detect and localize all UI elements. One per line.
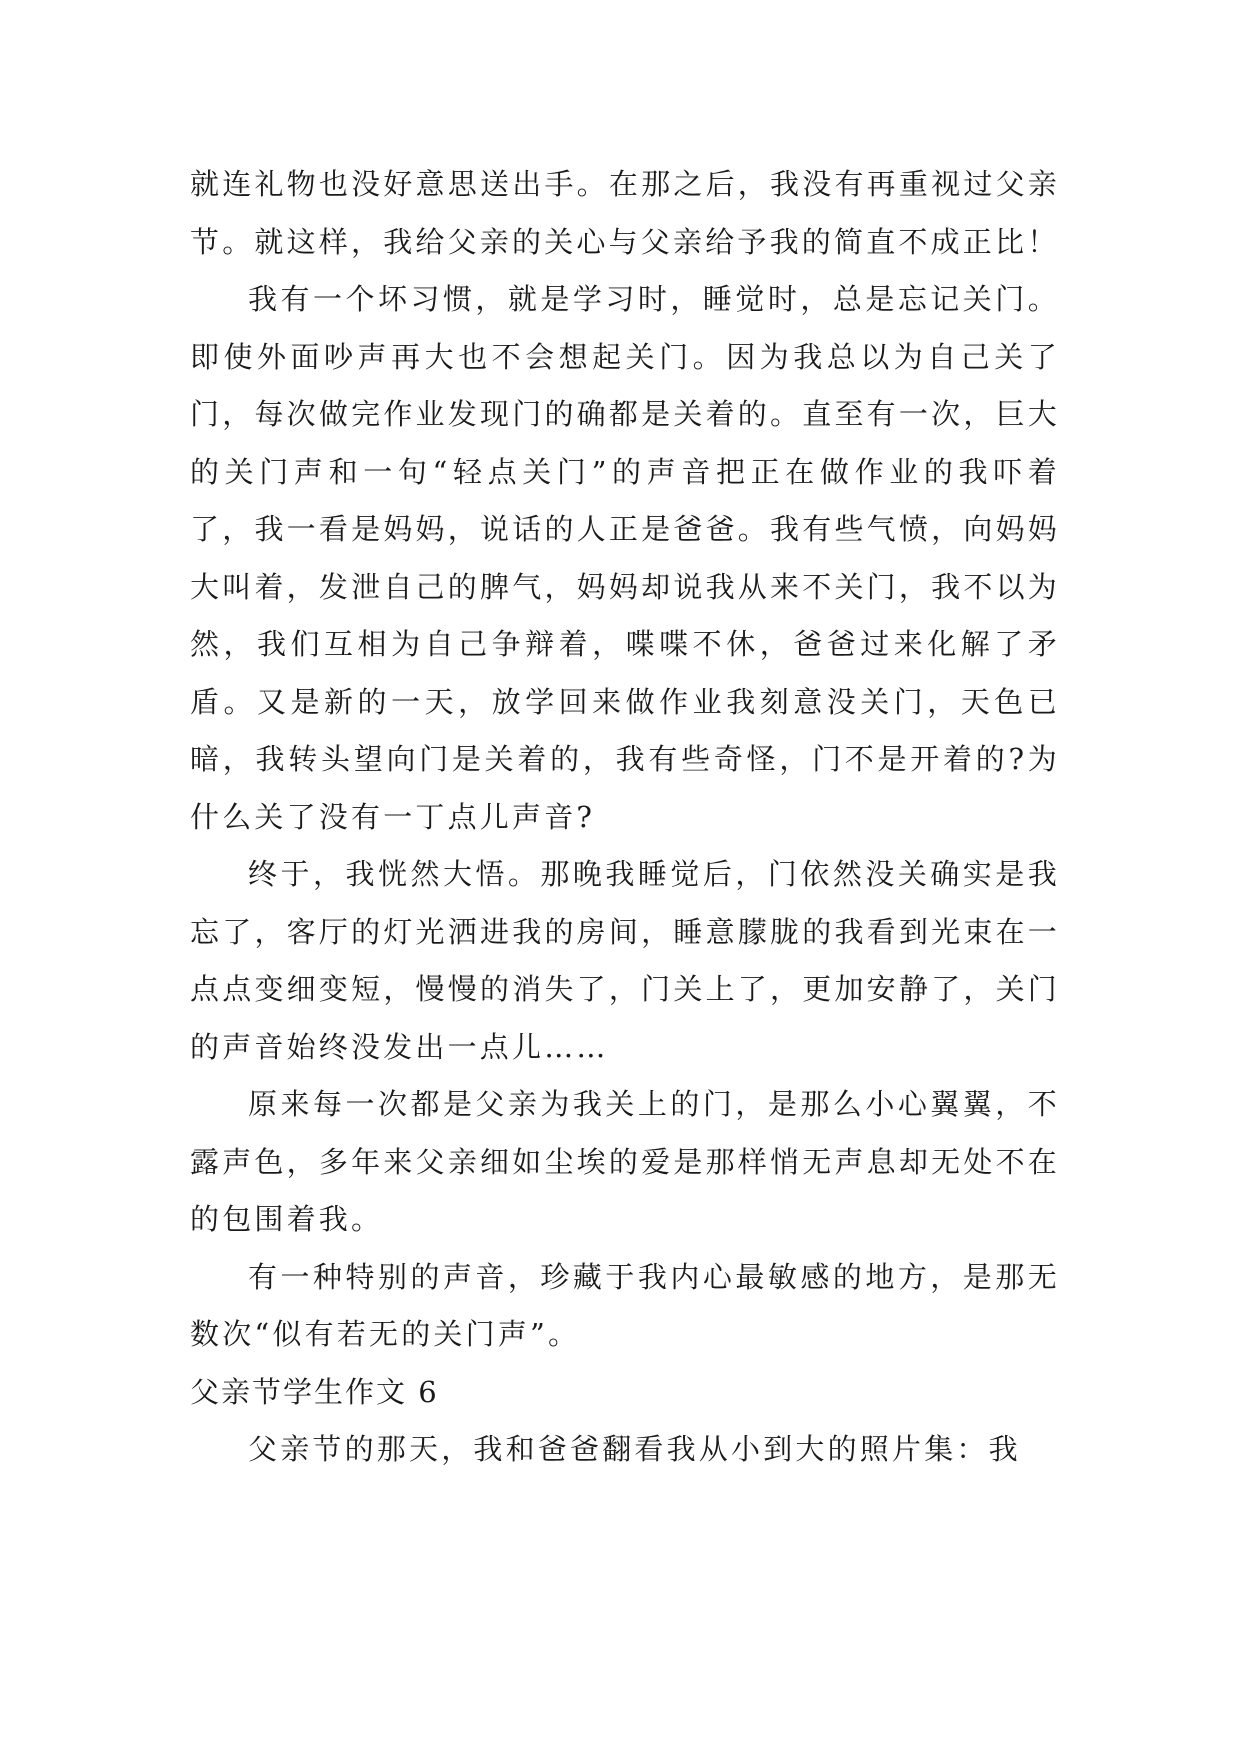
document-body [190, 156, 1060, 1479]
paragraph-bad-habit: 我有一个坏习惯，就是学习时，睡觉时，总是忘记关门。即使外面吵声再大也不会想起关门。因为我总以为自己关了门，每次做完作业发现门的确都是关着的。直至有一次，巨大的关门声和一句“轻点关门”的声音把正在做作业的我吓着了，我一看是妈妈，说话的人正是爸爸。我有些气愤，向妈妈大叫着，发泄自己的脾气，妈妈却说我从来不关门，我不以为然，我们互相为自己争辩着，喋喋不休，爸爸过来化解了矛盾。又是新的一天，放学回来做作业我刻意没关门，天色已暗，我转头望向门是关着的，我有些奇怪，门不是开着的?为什么关了没有一丁点儿声音? [190, 282, 1060, 834]
paragraph-special-sound: 有一种特别的声音，珍藏于我内心最敏感的地方，是那无数次“似有若无的关门声”。 [190, 1259, 1060, 1351]
paragraph-continuation: 就连礼物也没好意思送出手。在那之后，我没有再重视过父亲节。就这样，我给父亲的关心与父亲给予我的简直不成正比！ [190, 167, 1060, 259]
paragraph-realization: 终于，我恍然大悟。那晚我睡觉后，门依然没关确实是我忘了，客厅的灯光洒进我的房间，睡意朦胧的我看到光束在一点点变细变短，慢慢的消失了，门关上了，更加安静了，关门的声音始终没发出一点儿…… [190, 857, 1060, 1064]
essay-heading: 父亲节学生作文 6 [190, 1374, 439, 1409]
paragraph-photo-album: 父亲节的那天，我和爸爸翻看我从小到大的照片集：我 [248, 1432, 1021, 1466]
paragraph-fathers-love: 原来每一次都是父亲为我关上的门，是那么小心翼翼，不露声色，多年来父亲细如尘埃的爱是那样悄无声息却无处不在的包围着我。 [190, 1087, 1060, 1236]
